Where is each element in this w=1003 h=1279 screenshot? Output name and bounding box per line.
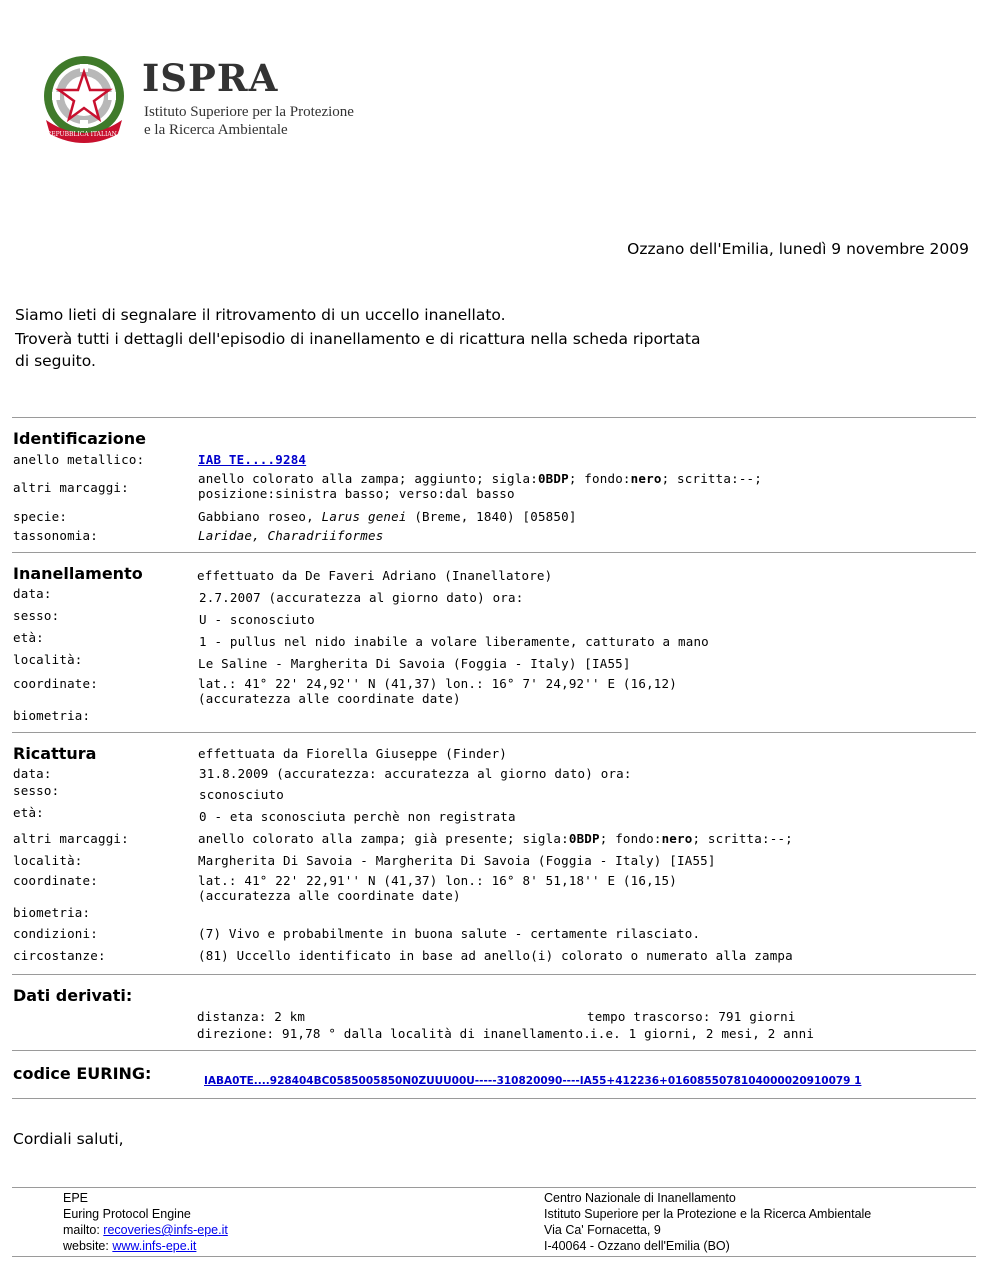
species-latin-name: Larus genei (321, 509, 407, 524)
footer-website (63, 1238, 228, 1254)
anello-metallico-label: anello metallico: (13, 452, 145, 467)
data-label: data: (13, 586, 52, 601)
footer-institute: Istituto Superiore per la Protezione e la Ricerca Ambientale (544, 1207, 872, 1221)
marking-code: 0BDP (537, 471, 569, 486)
date-line: Ozzano dell'Emilia, lunedì 9 novembre 2009 (627, 240, 969, 258)
biometria-label: biometria: (13, 905, 91, 920)
ispra-logo (36, 50, 366, 150)
ringing-age: 1 - pullus nel nido inabile a volare liberamente, catturato a mano (199, 634, 709, 649)
footer-divider (12, 1187, 976, 1188)
ringing-coordinates-accuracy: (accuratezza alle coordinate date) (198, 691, 461, 706)
altri-marcaggi-position: posizione:sinistra basso; verso:dal basso (198, 486, 515, 501)
footer-address: Via Ca' Fornacetta, 9 (544, 1223, 661, 1237)
altri-marcaggi-label: altri marcaggi: (13, 480, 129, 495)
coordinate-label: coordinate: (13, 676, 98, 691)
closing-greeting: Cordiali saluti, (13, 1130, 124, 1148)
marking-background: nero (630, 471, 662, 486)
recovery-place: Margherita Di Savoia - Margherita Di Savoia (Foggia - Italy) [IA55] (198, 853, 716, 868)
divider (12, 1098, 976, 1099)
ringing-place: Le Saline - Margherita Di Savoia (Foggia - Italy) [IA55] (198, 656, 631, 671)
logo-subtitle-2: e la Ricerca Ambientale (144, 122, 288, 138)
website-link[interactable]: www.infs-epe.it (112, 1239, 197, 1253)
biometria-label: biometria: (13, 708, 91, 723)
recovery-markings (198, 831, 793, 846)
recovery-circumstances: (81) Uccello identificato in base ad anello(i) colorato o numerato alla zampa (198, 948, 793, 963)
altri-marcaggi-value (198, 471, 762, 486)
section-title-identificazione: Identificazione (13, 429, 146, 448)
divider (12, 732, 976, 733)
section-title-dati-derivati: Dati derivati: (13, 986, 133, 1005)
footer-city: I-40064 - Ozzano dell'Emilia (BO) (544, 1239, 730, 1253)
divider (12, 1050, 976, 1051)
specie-value (198, 509, 577, 524)
condizioni-label: condizioni: (13, 926, 98, 941)
species-common-name: Gabbiano roseo, (198, 509, 322, 524)
coordinate-label: coordinate: (13, 873, 98, 888)
marking-text: ; scritta:--; (661, 471, 762, 486)
localita-label: località: (13, 853, 83, 868)
svg-text:REPUBBLICA ITALIANA: REPUBBLICA ITALIANA (46, 131, 122, 138)
website-label: website: (63, 1239, 113, 1253)
marking-text: anello colorato alla zampa; già presente; sigla: (198, 831, 569, 846)
footer-org-name: Euring Protocol Engine (63, 1207, 191, 1221)
marking-text: ; fondo: (568, 471, 631, 486)
species-author: (Breme, 1840) [05850] (406, 509, 577, 524)
marking-code: 0BDP (568, 831, 600, 846)
ringing-sex: U - sconosciuto (199, 612, 315, 627)
recovery-sex: sconosciuto (199, 787, 284, 802)
euring-code-link[interactable]: IABA0TE....928404BC0585005850N0ZUUU00U-----310820090----IA55+412236+0160855078104000020910079 1 (204, 1075, 862, 1087)
recovery-age: 0 - eta sconosciuta perchè non registrata (199, 809, 516, 824)
mailto-label: mailto: (63, 1223, 104, 1237)
italian-emblem-icon (36, 50, 132, 146)
section-title-ricattura: Ricattura (13, 744, 97, 763)
divider (12, 974, 976, 975)
footer-left (63, 1190, 228, 1254)
footer-mailto (63, 1222, 228, 1238)
finder-name: effettuata da Fiorella Giuseppe (Finder) (198, 746, 508, 761)
direction-value: direzione: 91,78 ° dalla località di inanellamento. (197, 1026, 592, 1041)
email-link[interactable]: recoveries@infs-epe.it (103, 1223, 228, 1237)
eta-label: età: (13, 630, 44, 645)
distance-value: distanza: 2 km (197, 1009, 306, 1024)
altri-marcaggi-label: altri marcaggi: (13, 831, 129, 846)
footer-divider (12, 1256, 976, 1257)
footer-org-short: EPE (63, 1191, 89, 1205)
elapsed-time-value: tempo trascorso: 791 giorni (587, 1009, 796, 1024)
marking-background: nero (661, 831, 693, 846)
ringing-coordinates: lat.: 41° 22' 24,92'' N (41,37) lon.: 16° 7' 24,92'' E (16,12) (198, 676, 677, 691)
marking-text: anello colorato alla zampa; aggiunto; sigla: (198, 471, 538, 486)
eta-label: età: (13, 805, 44, 820)
divider (12, 552, 976, 553)
intro-line-2: Troverà tutti i dettagli dell'episodio di inanellamento e di ricattura nella scheda riportata (15, 330, 701, 348)
divider (12, 417, 976, 418)
recovery-coordinates-accuracy: (accuratezza alle coordinate date) (198, 888, 461, 903)
logo-title: ISPRA (142, 56, 279, 100)
intro-line-1: Siamo lieti di segnalare il ritrovamento di un uccello inanellato. (15, 306, 506, 324)
footer-center-name: Centro Nazionale di Inanellamento (544, 1191, 736, 1205)
ringer-name: effettuato da De Faveri Adriano (Inanellatore) (197, 568, 553, 583)
intro-text (15, 304, 700, 372)
marking-text: ; fondo: (599, 831, 662, 846)
elapsed-time-detail: i.e. 1 giorni, 2 mesi, 2 anni (590, 1026, 815, 1041)
tassonomia-value: Laridae, Charadriiformes (198, 528, 384, 543)
data-label: data: (13, 766, 52, 781)
ring-number-link[interactable]: IAB TE....9284 (198, 452, 307, 467)
sesso-label: sesso: (13, 783, 60, 798)
sesso-label: sesso: (13, 608, 60, 623)
recovery-condition: (7) Vivo e probabilmente in buona salute - certamente rilasciato. (198, 926, 701, 941)
logo-subtitle-1: Istituto Superiore per la Protezione (144, 104, 354, 120)
tassonomia-label: tassonomia: (13, 528, 98, 543)
recovery-coordinates: lat.: 41° 22' 22,91'' N (41,37) lon.: 16° 8' 51,18'' E (16,15) (198, 873, 677, 888)
recovery-date: 31.8.2009 (accuratezza: accuratezza al giorno dato) ora: (199, 766, 632, 781)
section-title-inanellamento: Inanellamento (13, 564, 143, 583)
footer-right (544, 1190, 871, 1254)
specie-label: specie: (13, 509, 68, 524)
intro-line-3: di seguito. (15, 352, 96, 370)
localita-label: località: (13, 652, 83, 667)
section-title-euring: codice EURING: (13, 1064, 152, 1083)
marking-text: ; scritta:--; (692, 831, 793, 846)
ringing-date: 2.7.2007 (accuratezza al giorno dato) ora: (199, 590, 524, 605)
circostanze-label: circostanze: (13, 948, 106, 963)
